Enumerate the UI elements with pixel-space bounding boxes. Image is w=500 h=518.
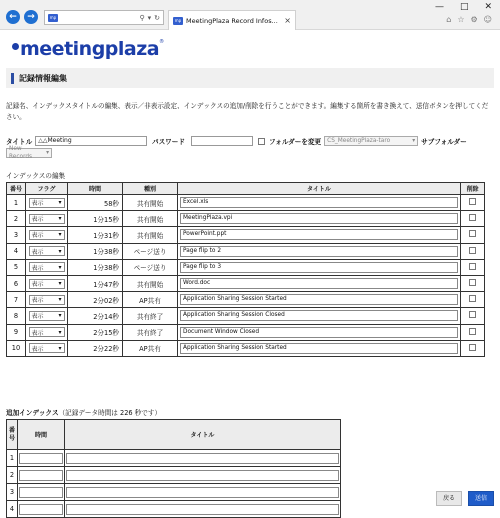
row-type: ページ送り	[123, 243, 178, 259]
row-title-input[interactable]: MeetingPlaza.vpi	[180, 213, 458, 224]
add-table-header	[7, 420, 341, 450]
page-title: 記録情報編集	[19, 73, 67, 83]
back-button[interactable]: 戻る	[436, 491, 462, 506]
window-controls	[435, 2, 492, 12]
col-num: 番号	[7, 183, 26, 195]
row-time: 58秒	[68, 195, 123, 211]
row-title-input[interactable]: Application Sharing Session Started	[180, 343, 458, 354]
chevron-down-icon: ▾	[58, 344, 62, 352]
add-title-input[interactable]	[66, 504, 339, 515]
password-label: パスワード	[152, 138, 185, 146]
table-row	[7, 308, 485, 324]
row-type: AP共有	[123, 340, 178, 356]
delete-checkbox[interactable]	[469, 344, 476, 351]
row-type: 共有終了	[123, 324, 178, 340]
row-time: 2分22秒	[68, 340, 123, 356]
row-time: 1分38秒	[68, 243, 123, 259]
row-title-input[interactable]: Document Window Closed	[180, 327, 458, 338]
page-description: 記録名、インデックスタイトルの編集、表示／非表示設定、インデックスの追加/削除を行うことができます。編集する箇所を書き換えて、送信ボタンを押してください。	[6, 102, 489, 121]
delete-checkbox[interactable]	[469, 311, 476, 318]
row-num: 5	[7, 259, 26, 275]
delete-checkbox[interactable]	[469, 295, 476, 302]
settings-icon[interactable]: ⚙	[470, 15, 478, 24]
add-table-row	[7, 450, 341, 467]
chevron-down-icon: ▾	[58, 263, 62, 271]
flag-select[interactable]: 表示 ▾	[29, 295, 65, 305]
back-arrow-icon[interactable]: ←	[6, 10, 20, 24]
row-title-input[interactable]: PowerPoint.ppt	[180, 229, 458, 240]
table-row	[7, 227, 485, 243]
flag-select[interactable]: 表示 ▾	[29, 327, 65, 337]
add-index-table	[6, 419, 341, 518]
header-accent-bar	[11, 73, 14, 84]
add-title-input[interactable]	[66, 453, 339, 464]
row-type: AP共有	[123, 292, 178, 308]
add-col-time: 時間	[18, 420, 65, 450]
row-title-input[interactable]: Excel.xls	[180, 197, 458, 208]
row-type: 共有開始	[123, 227, 178, 243]
send-button[interactable]: 送信	[468, 491, 494, 506]
chevron-down-icon: ▾	[58, 231, 62, 239]
delete-checkbox[interactable]	[469, 263, 476, 270]
row-time: 2分14秒	[68, 308, 123, 324]
home-icon[interactable]: ⌂	[446, 15, 452, 24]
col-time: 時間	[68, 183, 123, 195]
row-time: 1分38秒	[68, 259, 123, 275]
row-title-input[interactable]: Application Sharing Session Started	[180, 294, 458, 305]
minimize-icon[interactable]: —	[434, 2, 444, 12]
flag-select[interactable]: 表示 ▾	[29, 246, 65, 256]
chevron-down-icon: ▾	[58, 296, 62, 304]
add-table-row	[7, 501, 341, 518]
add-time-input[interactable]	[19, 487, 63, 498]
logo-dot-icon	[12, 43, 19, 50]
delete-checkbox[interactable]	[469, 230, 476, 237]
subfolder-label: サブフォルダー	[421, 138, 467, 146]
row-time: 2分15秒	[68, 324, 123, 340]
folder-change-checkbox[interactable]	[258, 138, 265, 145]
row-num: 7	[7, 292, 26, 308]
smiley-icon[interactable]: ☺	[483, 15, 492, 24]
row-title-input[interactable]: Page flip to 3	[180, 262, 458, 273]
record-fields	[6, 136, 496, 158]
meetingplaza-logo: meetingplaza ®	[12, 39, 164, 59]
delete-checkbox[interactable]	[469, 279, 476, 286]
flag-select[interactable]: 表示 ▾	[29, 343, 65, 353]
flag-select[interactable]: 表示 ▾	[29, 311, 65, 321]
tab-meetingplaza[interactable]	[168, 10, 296, 30]
delete-checkbox[interactable]	[469, 247, 476, 254]
row-time: 1分15秒	[68, 211, 123, 227]
chevron-down-icon: ▾	[46, 150, 49, 156]
chevron-down-icon: ▾	[412, 138, 416, 144]
page-content	[0, 31, 500, 514]
close-icon[interactable]: ✕	[484, 2, 492, 12]
col-type: 種別	[123, 183, 178, 195]
row-type: ページ送り	[123, 259, 178, 275]
tab-title: MeetingPlaza Record Infos...	[186, 16, 278, 25]
row-num: 6	[7, 275, 26, 291]
row-num: 9	[7, 324, 26, 340]
add-time-input[interactable]	[19, 504, 63, 515]
add-col-num: 番号	[7, 420, 18, 450]
add-row-num: 4	[7, 501, 18, 518]
delete-checkbox[interactable]	[469, 328, 476, 335]
forward-arrow-icon[interactable]: →	[24, 10, 38, 24]
row-type: 共有開始	[123, 195, 178, 211]
refresh-icon[interactable]: ↻	[154, 13, 160, 22]
table-row	[7, 340, 485, 356]
row-num: 3	[7, 227, 26, 243]
flag-select[interactable]: 表示 ▾	[29, 230, 65, 240]
favorites-icon[interactable]: ☆	[457, 15, 465, 24]
chevron-down-icon: ▾	[58, 280, 62, 288]
address-bar[interactable]	[44, 10, 164, 25]
add-time-input[interactable]	[19, 453, 63, 464]
folder-change-label: フォルダーを変更	[269, 138, 322, 146]
add-row-num: 1	[7, 450, 18, 467]
flag-select[interactable]: 表示 ▾	[29, 279, 65, 289]
row-type: 共有開始	[123, 275, 178, 291]
row-title-input[interactable]: Page flip to 2	[180, 246, 458, 257]
title-label: タイトル	[6, 138, 33, 146]
row-time: 1分47秒	[68, 275, 123, 291]
browser-titlebar	[0, 0, 500, 30]
row-num: 2	[7, 211, 26, 227]
table-row	[7, 259, 485, 275]
folder-select[interactable]: CS_MeetingPlaza-taro ▾	[324, 136, 418, 146]
flag-select[interactable]: 表示 ▾	[29, 262, 65, 272]
maximize-icon[interactable]: □	[459, 2, 469, 12]
address-favicon: mp	[49, 14, 57, 20]
col-delete: 削除	[461, 183, 485, 195]
table-row	[7, 275, 485, 291]
password-input[interactable]	[191, 136, 253, 146]
row-time: 1分31秒	[68, 227, 123, 243]
row-num: 1	[7, 195, 26, 211]
title-input[interactable]: △△Meeting	[35, 136, 147, 146]
add-table-row	[7, 467, 341, 484]
add-row-num: 2	[7, 467, 18, 484]
flag-select[interactable]: 表示 ▾	[29, 198, 65, 208]
table-row	[7, 324, 485, 340]
add-title-input[interactable]	[66, 487, 339, 498]
row-type: 共有開始	[123, 211, 178, 227]
browser-toolbar-icons	[446, 15, 492, 24]
dropdown-icon[interactable]: ▾	[147, 13, 152, 22]
chevron-down-icon: ▾	[58, 215, 62, 223]
index-table	[6, 182, 485, 357]
row-title-input[interactable]: Application Sharing Session Closed	[180, 310, 458, 321]
row-time: 2分02秒	[68, 292, 123, 308]
row-num: 4	[7, 243, 26, 259]
delete-checkbox[interactable]	[469, 198, 476, 205]
chevron-down-icon: ▾	[58, 312, 62, 320]
row-num: 10	[7, 340, 26, 356]
add-col-title: タイトル	[65, 420, 341, 450]
row-title-input[interactable]: Word.doc	[180, 278, 458, 289]
table-row	[7, 195, 485, 211]
col-title: タイトル	[178, 183, 461, 195]
delete-checkbox[interactable]	[469, 214, 476, 221]
add-row-num: 3	[7, 484, 18, 501]
tab-close-icon[interactable]: ×	[284, 16, 291, 25]
table-row	[7, 243, 485, 259]
row-num: 8	[7, 308, 26, 324]
add-time-input[interactable]	[19, 470, 63, 481]
table-row	[7, 292, 485, 308]
row-type: 共有終了	[123, 308, 178, 324]
add-table-row	[7, 484, 341, 501]
add-index-label: 追加インデックス（記録データ時間は 226 秒です）	[6, 409, 162, 417]
page-header	[6, 68, 494, 88]
subfolder-select[interactable]: New Records ▾	[6, 148, 52, 158]
add-title-input[interactable]	[66, 470, 339, 481]
table-row	[7, 211, 485, 227]
tab-favicon: mp	[174, 17, 182, 23]
chevron-down-icon: ▾	[58, 199, 62, 207]
flag-select[interactable]: 表示 ▾	[29, 214, 65, 224]
chevron-down-icon: ▾	[58, 247, 62, 255]
index-section-label: インデックスの編集	[6, 172, 66, 180]
col-flag: フラグ	[26, 183, 68, 195]
chevron-down-icon: ▾	[58, 328, 62, 336]
index-table-header	[7, 183, 485, 195]
search-icon[interactable]: ⚲	[139, 13, 145, 22]
